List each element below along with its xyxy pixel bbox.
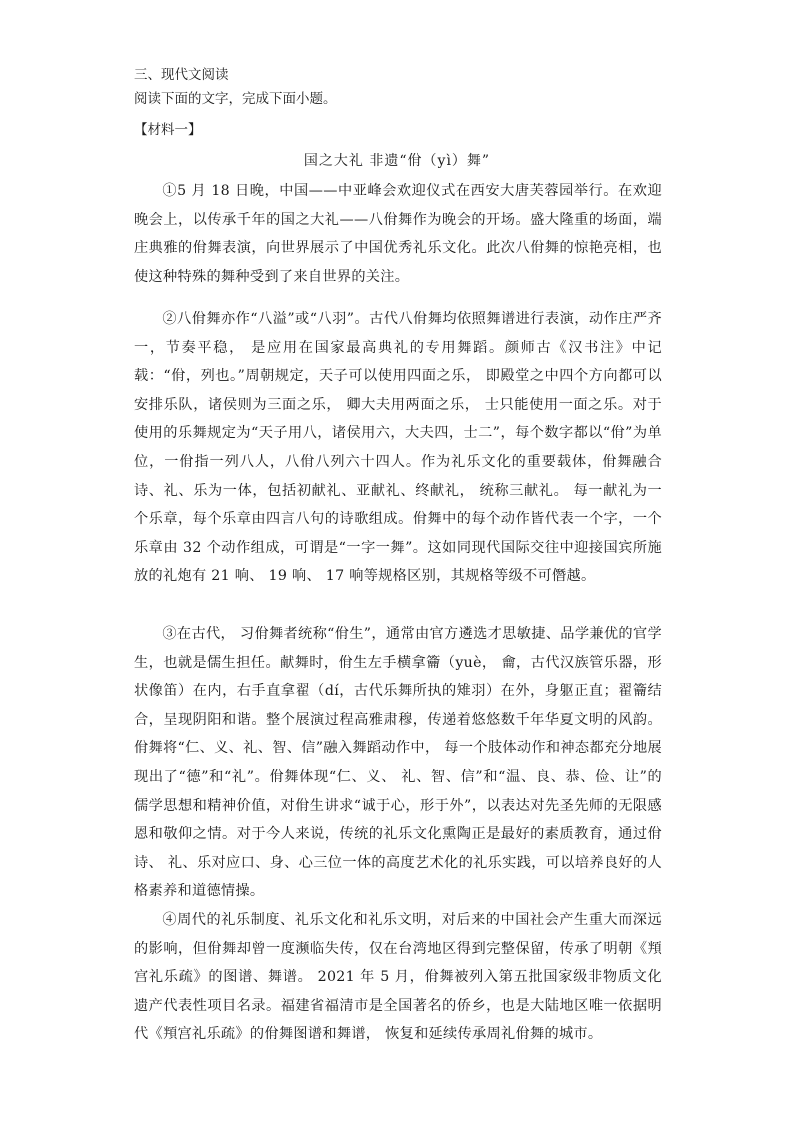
material-label: 【材料一】 [134, 122, 202, 138]
article-paragraph-1: ①5 月 18 日晚，中国——中亚峰会欢迎仪式在西安大唐芙蓉园举行。在欢迎晚会上，以传承千年的国之大礼——八佾舞作为晚会的开场。盛大隆重的场面，端庄典雅的佾舞表演，向世界展示了中国优秀礼乐文化。此次八佾舞的惊艳亮相，也使这种特殊的舞种受到了来自世界的关注。 [134, 183, 662, 285]
article-paragraph-2: ②八佾舞亦作“八溢”或“八羽”。古代八佾舞均依照舞谱进行表演，动作庄严齐一，节奏平稳， 是应用在国家最高典礼的专用舞蹈。颜师古《汉书注》中记载：“佾，列也。”周朝规定，天子可以使用四面之乐， 即殿堂之中四个方向都可以安排乐队，诸侯则为三面之乐， 卿大夫用两面之乐， 士只能使用一面之乐。对于使用的乐舞规定为“天子用八，诸侯用六，大夫四，士二”，每个数字都以“佾”为单位，一佾指一列八人，八佾八列六十四人。作为礼乐文化的重要载体，佾舞融合诗、礼、乐为一体，包括初献礼、亚献礼、终献礼， 统称三献礼。 每一献礼为一个乐章，每个乐章由四言八句的诗歌组成。佾舞中的每个动作皆代表一个字，一个乐章由 32 个动作组成，可谓是“一字一舞”。这如同现代国际交往中迎接国宾所施放的礼炮有 21 响、 19 响、 17 响等规格区别，其规格等级不可僭越。 [134, 311, 662, 585]
article-title: 国之大礼 非遗“佾（yì）舞” [303, 153, 491, 169]
instruction-text: 阅读下面的文字，完成下面小题。 [134, 91, 337, 107]
article-paragraph-4: ④周代的礼乐制度、礼乐文化和礼乐文明，对后来的中国社会产生重大而深远的影响，但佾舞却曾一度濒临失传，仅在台湾地区得到完整保留，传承了明朝《頖宫礼乐疏》的图谱、舞谱。 2021 年 5 月，佾舞被列入第五批国家级非物质文化遗产代表性项目名录。福建省福清市是全国著名的侨乡，也是大陆地区唯一依据明代《頖宫礼乐疏》的佾舞图谱和舞谱， 恢复和延续传承周礼佾舞的城市。 [134, 912, 662, 1043]
section-heading: 三、现代文阅读 [134, 67, 229, 83]
article-paragraph-3: ③在古代， 习佾舞者统称“佾生”，通常由官方遴选才思敏捷、品学兼优的官学生，也就是儒生担任。献舞时，佾生左手横拿籥（yuè， 龠，古代汉族管乐器，形状像笛）在内，右手直拿翟（dí，古代乐舞所执的雉羽）在外，身躯正直；翟籥结合，呈现阴阳和谐。整个展演过程高雅肃穆，传递着悠悠数千年华夏文明的风韵。佾舞将“仁、义、礼、智、信”融入舞蹈动作中， 每一个肢体动作和神态都充分地展现出了“德”和“礼”。佾舞体现“仁、义、 礼、智、信”和“温、良、恭、俭、让”的儒学思想和精神价值，对佾生讲求“诚于心，形于外”，以表达对先圣先师的无限感恩和敬仰之情。对于今人来说，传统的礼乐文化熏陶正是最好的素质教育，通过佾诗、 礼、乐对应口、身、心三位一体的高度艺术化的礼乐实践，可以培养良好的人格素养和道德情操。 [134, 626, 662, 900]
